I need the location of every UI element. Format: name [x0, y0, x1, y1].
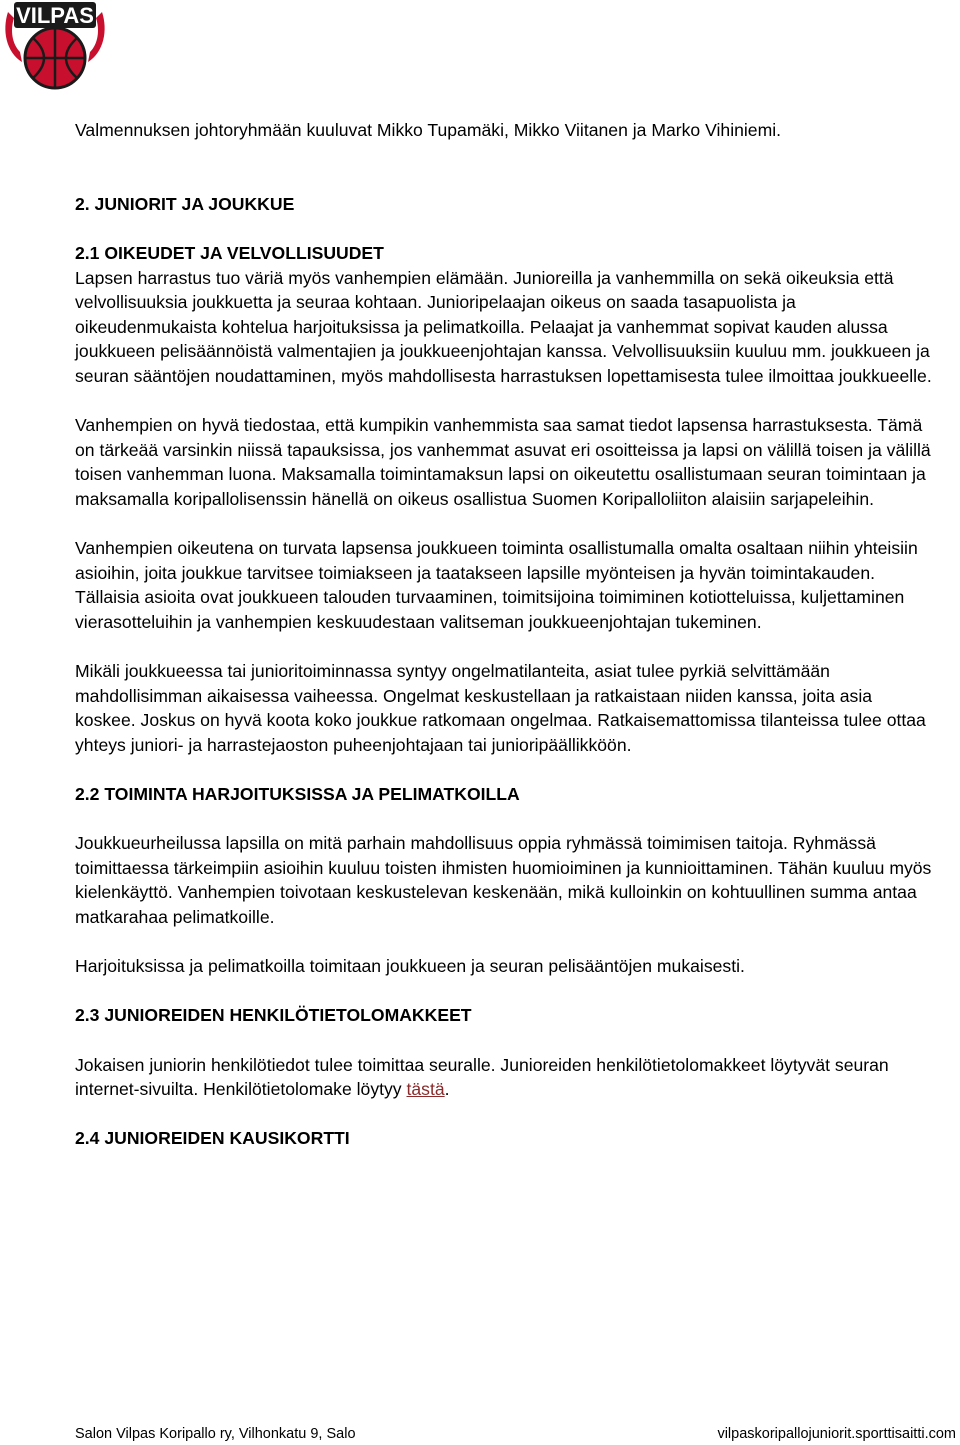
personal-forms-text: Jokaisen juniorin henkilötiedot tulee toimittaa seuralle. Junioreiden henkilötietolomakkeet löytyvät seuran internet-sivuilta. Henkilötietolomake löytyy — [75, 1054, 889, 1100]
paragraph-parents-rights: Vanhempien oikeutena on turvata lapsensa joukkueen toiminta osallistumalla omalta osaltaan niihin yhteisiin asioihin, joita joukkue tarvitsee toimiakseen ja taatakseen lapsille myönteisen ja hyvän toimintakauden. Tällaisia asioita ovat joukkueen talouden turvaaminen, toimitsijoina toimiminen kotiotteluissa, kuljettaminen vierasotteluihin ja vanhempien keskuudestaan valitseman joukkueenjohtajan tukeminen. — [75, 538, 918, 632]
document-body — [75, 118, 937, 1151]
logo-text: VILPAS — [16, 3, 94, 28]
heading-season-card: 2.4 JUNIOREIDEN KAUSIKORTTI — [75, 1128, 350, 1149]
heading-practice-trips: 2.2 TOIMINTA HARJOITUKSISSA JA PELIMATKOILLA — [75, 784, 520, 805]
paragraph-coaching-group: Valmennuksen johtoryhmään kuuluvat Mikko Tupamäki, Mikko Viitanen ja Marko Vihiniemi. — [75, 120, 782, 140]
paragraph-rules: Harjoituksissa ja pelimatkoilla toimitaan joukkueen ja seuran pelisääntöjen mukaisesti. — [75, 956, 745, 977]
paragraph-team-sports: Joukkueurheilussa lapsilla on mitä parhain mahdollisuus oppia ryhmässä toimimisen taitoja. Ryhmässä toimittaessa tärkeimpiin asioihin kuuluu toisten ihmisten huomioiminen ja kunnioittaminen. Tähän kuuluu myös kielenkäyttö. Vanhempien toivotaan keskustelevan keskenään, mikä kulloinkin on kohtuullinen summa antaa matkarahaa pelimatkoille. — [75, 833, 932, 927]
footer-address: Salon Vilpas Koripallo ry, Vilhonkatu 9, Salo — [75, 1426, 356, 1442]
paragraph-personal-forms — [75, 1053, 937, 1102]
personal-forms-end: . — [444, 1079, 450, 1100]
heading-juniors-team: 2. JUNIORIT JA JOUKKUE — [75, 193, 295, 214]
heading-personal-forms: 2.3 JUNIOREIDEN HENKILÖTIETOLOMAKKEET — [75, 1005, 472, 1026]
footer-website: vilpaskoripallojuniorit.sporttisaitti.com — [717, 1426, 956, 1442]
page-footer — [75, 1425, 956, 1443]
form-link[interactable]: tästä — [406, 1079, 445, 1100]
paragraph-rights-duties: Lapsen harrastus tuo väriä myös vanhempien elämään. Junioreilla ja vanhemmilla on sekä oikeuksia että velvollisuuksia joukkuetta ja seuraa kohtaan. Junioripelaajan oikeus on saada tasapuolista ja oikeudenmukaista kohtelua harjoituksissa ja pelimatkoilla. Pelaajat ja vanhemmat sopivat kauden alussa joukkueen pelisäännöistä valmentajien ja joukkueenjohtajan kanssa. Velvollisuuksiin kuuluu mm. joukkueen ja seuran sääntöjen noudattaminen, myös mahdollisesta harrastuksen lopettamisesta tulee ilmoittaa joukkueelle. — [75, 267, 932, 386]
paragraph-parents-info: Vanhempien on hyvä tiedostaa, että kumpikin vanhemmista saa samat tiedot lapsensa harrastuksesta. Tämä on tärkeää varsinkin niissä tapauksissa, jos vanhemmat asuvat eri osoitteissa ja lapsi on välillä toisen ja välillä toisen vanhemman luona. Maksamalla toimintamaksun lapsi on oikeutettu osallistumaan seuran toimintaan ja maksamalla koripallolisenssin hänellä on oikeus osallistua Suomen Koripalloliiton alaisiin sarjapeleihin. — [75, 415, 931, 509]
heading-rights-duties: 2.1 OIKEUDET JA VELVOLLISUUDET — [75, 242, 384, 263]
paragraph-problems: Mikäli joukkueessa tai junioritoiminnassa syntyy ongelmatilanteita, asiat tulee pyrkiä selvittämään mahdollisimman aikaisessa vaiheessa. Ongelmat keskustellaan ja ratkaistaan niiden kanssa, joita asia koskee. Joskus on hyvä koota koko joukkue ratkomaan ongelmaa. Ratkaisemattomissa tilanteissa tulee ottaa yhteys juniori- ja harrastejaoston puheenjohtajaan tai junioripäällikköön. — [75, 661, 926, 755]
vilpas-logo — [0, 0, 110, 100]
